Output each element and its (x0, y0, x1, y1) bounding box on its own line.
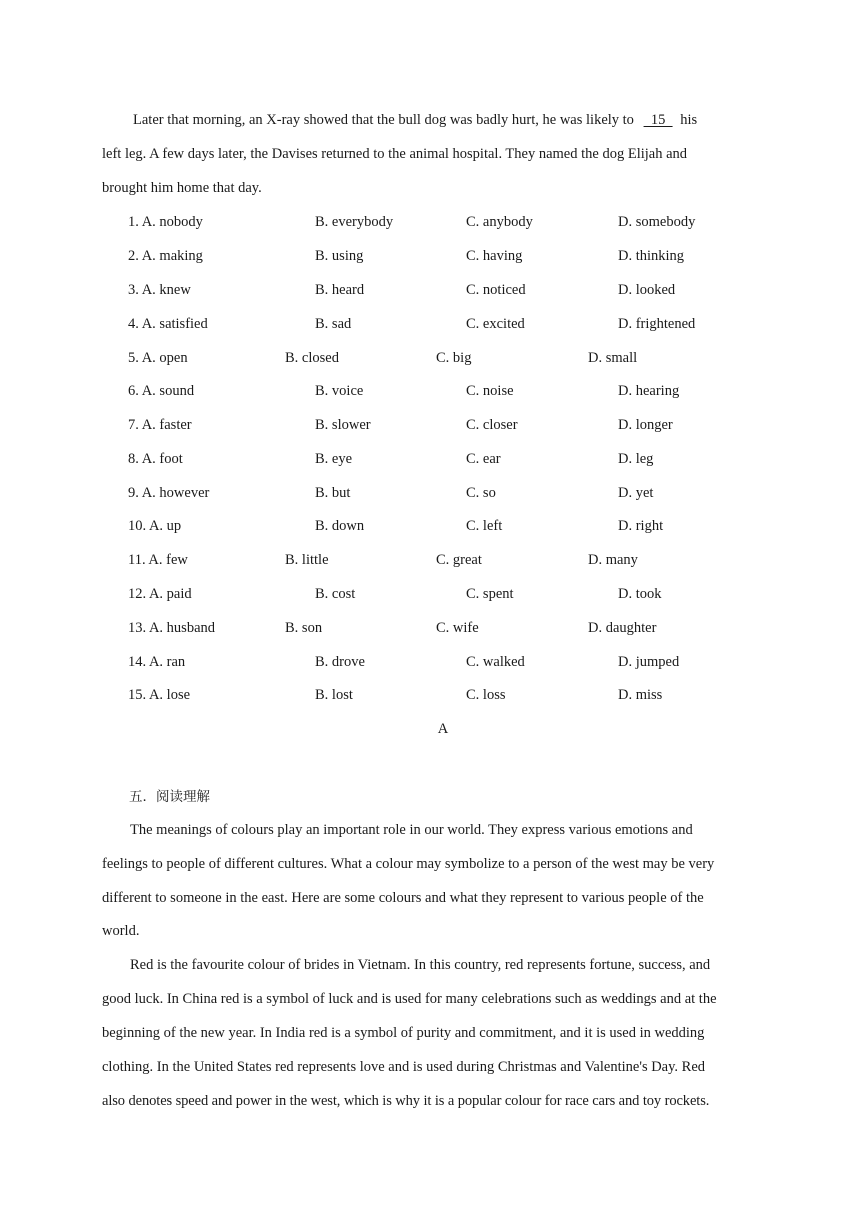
option-b: B. slower (315, 417, 371, 433)
option-d: D. looked (618, 282, 676, 298)
option-d: D. right (618, 518, 664, 534)
answer-label: A (437, 721, 449, 737)
story-text: Later that morning, an X-ray showed that the bull dog was badly hurt, he was likely to (133, 112, 638, 128)
option-d: D. somebody (618, 214, 696, 230)
option-c: C. wife (436, 620, 479, 636)
option-a: 14. A. ran (128, 654, 186, 670)
passage-line: good luck. In China red is a symbol of luck and is used for many celebrations such as weddings and at the (102, 991, 717, 1007)
option-c: C. so (466, 485, 496, 501)
option-c: C. spent (466, 586, 514, 602)
option-d: D. miss (618, 687, 663, 703)
option-d: D. many (588, 552, 638, 568)
option-c: C. closer (466, 417, 518, 433)
option-d: D. took (618, 586, 662, 602)
option-b: B. closed (285, 350, 339, 366)
passage-line: Red is the favourite colour of brides in Vietnam. In this country, red represents fortune, success, and (130, 957, 711, 973)
option-a: 10. A. up (128, 518, 182, 534)
option-b: B. voice (315, 383, 364, 399)
option-b: B. heard (315, 282, 365, 298)
option-a: 6. A. sound (128, 383, 195, 399)
passage-line: beginning of the new year. In India red is a symbol of purity and commitment, and it is used in wedding (102, 1025, 705, 1041)
option-d: D. frightened (618, 316, 696, 332)
option-b: B. drove (315, 654, 365, 670)
option-d: D. jumped (618, 654, 680, 670)
option-d: D. thinking (618, 248, 685, 264)
option-a: 7. A. faster (128, 417, 192, 433)
story-text: his (676, 112, 698, 128)
option-d: D. daughter (588, 620, 657, 636)
option-c: C. great (436, 552, 482, 568)
option-c: C. noticed (466, 282, 526, 298)
passage-line: also denotes speed and power in the west, which is why it is a popular colour for race cars and toy rockets. (102, 1093, 710, 1109)
option-c: C. left (466, 518, 503, 534)
option-a: 11. A. few (128, 552, 188, 568)
option-a: 2. A. making (128, 248, 203, 264)
option-b: B. down (315, 518, 365, 534)
option-c: C. ear (466, 451, 501, 467)
option-c: C. loss (466, 687, 506, 703)
option-b: B. everybody (315, 214, 394, 230)
option-c: C. having (466, 248, 523, 264)
option-a: 1. A. nobody (128, 214, 203, 230)
option-d: D. yet (618, 485, 654, 501)
option-a: 12. A. paid (128, 586, 192, 602)
option-d: D. leg (618, 451, 654, 467)
option-c: C. walked (466, 654, 525, 670)
option-a: 13. A. husband (128, 620, 215, 636)
option-c: C. noise (466, 383, 514, 399)
story-line-3: brought him home that day. (102, 180, 262, 196)
passage-line: different to someone in the east. Here are some colours and what they represent to various people of the (102, 890, 704, 906)
option-a: 15. A. lose (128, 687, 191, 703)
option-d: D. small (588, 350, 638, 366)
story-line-1 (133, 111, 697, 129)
story-line-2: left leg. A few days later, the Davises returned to the animal hospital. They named the dog Elijah and (102, 146, 688, 162)
option-b: B. little (285, 552, 329, 568)
option-b: B. lost (315, 687, 353, 703)
option-a: 8. A. foot (128, 451, 183, 467)
option-b: B. eye (315, 451, 353, 467)
passage-line: feelings to people of different cultures. What a colour may symbolize to a person of the west may be very (102, 856, 715, 872)
option-a: 9. A. however (128, 485, 210, 501)
option-d: D. longer (618, 417, 673, 433)
answer-blank-15: 15 (643, 112, 673, 128)
option-c: C. anybody (466, 214, 533, 230)
passage-line: The meanings of colours play an important role in our world. They express various emotions and (130, 822, 693, 838)
option-a: 3. A. knew (128, 282, 191, 298)
option-a: 4. A. satisfied (128, 316, 208, 332)
option-d: D. hearing (618, 383, 680, 399)
option-b: B. using (315, 248, 364, 264)
option-b: B. sad (315, 316, 352, 332)
option-b: B. son (285, 620, 323, 636)
passage-line: clothing. In the United States red represents love and is used during Christmas and Valentine's Day. Red (102, 1059, 706, 1075)
option-c: C. big (436, 350, 472, 366)
section-heading: 五．阅读理解 (129, 789, 210, 805)
passage-line: world. (102, 923, 140, 939)
option-a: 5. A. open (128, 350, 188, 366)
option-b: B. cost (315, 586, 356, 602)
option-b: B. but (315, 485, 351, 501)
option-c: C. excited (466, 316, 525, 332)
